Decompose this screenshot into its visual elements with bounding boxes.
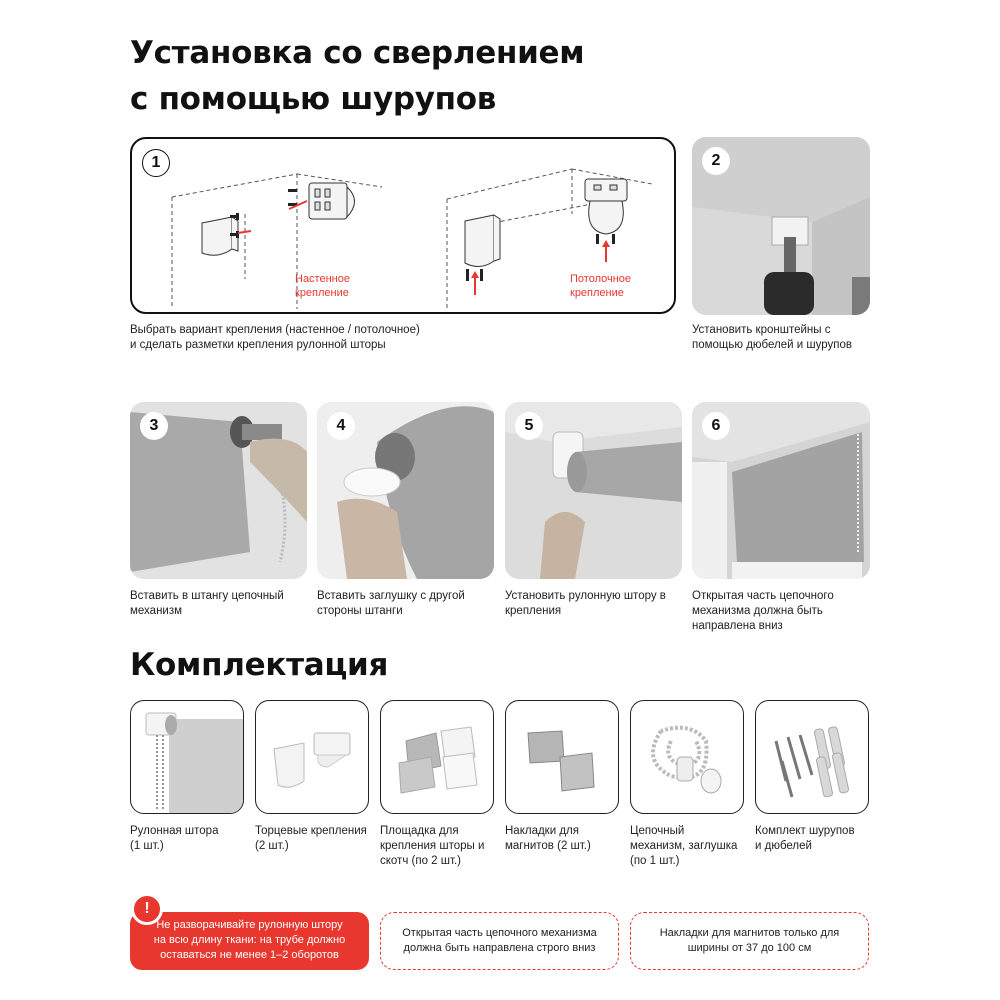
step-5-caption <box>505 589 666 619</box>
warning-red-box <box>130 912 369 970</box>
kit-item-mounting-pads <box>380 700 494 814</box>
kit-caption-1-line-1: Рулонная штора <box>130 825 219 837</box>
kit-caption-5-line-3: (по 1 шт.) <box>630 855 680 867</box>
kit-caption-6-line-1: Комплект шурупов <box>755 825 855 837</box>
step-2-caption-2: помощью дюбелей и шурупов <box>692 339 852 351</box>
kit-caption-3-line-1: Площадка для <box>380 825 459 837</box>
kit-caption-5-line-2: механизм, заглушка <box>630 840 738 852</box>
kit-caption-5-line-1: Цепочный <box>630 825 685 837</box>
step-3-number: 3 <box>140 412 168 440</box>
warning-red-line-2: на всю длину ткани: на трубе должно <box>153 934 346 946</box>
kit-caption-1-line-2: (1 шт.) <box>130 840 164 852</box>
step-3-caption-2: механизм <box>130 605 183 617</box>
kit-caption-2-line-2: (2 шт.) <box>255 840 289 852</box>
step-1-caption <box>130 323 420 353</box>
wall-bracket-icon <box>202 217 238 255</box>
kit-item-end-brackets <box>255 700 369 814</box>
kit-caption-4-line-2: магнитов (2 шт.) <box>505 840 591 852</box>
step-4-photo <box>317 402 494 579</box>
kit-item-chain-mechanism <box>630 700 744 814</box>
kit-caption-1 <box>130 824 218 854</box>
kit-item-magnet-plates <box>505 700 619 814</box>
page-title <box>130 30 584 122</box>
kit-title: Комплектация <box>130 647 389 683</box>
step-6-caption-3: направлена вниз <box>692 620 783 632</box>
kit-item-screws-dowels <box>755 700 869 814</box>
step-4-number: 4 <box>327 412 355 440</box>
ceiling-mount-label <box>570 272 631 300</box>
step-3-caption <box>130 589 284 619</box>
warning-red-line-1: Не разворачивайте рулонную штору <box>156 919 343 931</box>
step-6-caption <box>692 589 834 634</box>
kit-caption-2-line-1: Торцевые крепления <box>255 825 367 837</box>
warning-chain-line-1: Открытая часть цепочного механизма <box>402 927 597 939</box>
wall-mount-label <box>295 272 350 300</box>
ceiling-mount-label-1: Потолочное <box>570 273 632 285</box>
step-5-number: 5 <box>515 412 543 440</box>
warning-exclamation-icon <box>131 893 163 925</box>
title-line-1: Установка со сверлением <box>130 35 585 71</box>
kit-caption-3 <box>380 824 484 869</box>
warning-mark: ! <box>144 900 150 917</box>
step-6-photo <box>692 402 870 579</box>
step-4-caption-1: Вставить заглушку с другой <box>317 590 465 602</box>
title-line-2: с помощью шурупов <box>130 81 497 117</box>
mounting-pads-icon <box>381 701 493 813</box>
warning-magnet-width <box>630 912 869 970</box>
step-4-caption <box>317 589 465 619</box>
step-3-photo <box>130 402 307 579</box>
ceiling-bracket-icon <box>465 215 500 267</box>
magnet-plates-icon <box>506 701 618 813</box>
wall-mount-label-1: Настенное <box>295 273 350 285</box>
ceiling-bracket-detail-icon <box>585 179 627 234</box>
step-2-caption-1: Установить кронштейны с <box>692 324 831 336</box>
kit-caption-4-line-1: Накладки для <box>505 825 579 837</box>
step-5-photo <box>505 402 682 579</box>
wall-mount-label-2: крепление <box>295 287 349 299</box>
kit-caption-2 <box>255 824 367 854</box>
step-6-caption-2: механизма должна быть <box>692 605 823 617</box>
warning-red-line-3: оставаться не менее 1–2 оборотов <box>160 949 339 961</box>
screws-dowels-icon <box>756 701 868 813</box>
step-4-caption-2: стороны штанги <box>317 605 403 617</box>
step-1-number: 1 <box>142 149 170 177</box>
step-3-caption-1: Вставить в штангу цепочный <box>130 590 284 602</box>
step-2-caption <box>692 323 852 353</box>
ceiling-mount-label-2: крепление <box>570 287 624 299</box>
warning-magnet-line-1: Накладки для магнитов только для <box>659 927 840 939</box>
wall-bracket-detail-icon <box>309 183 355 219</box>
kit-caption-6 <box>755 824 855 854</box>
chain-mechanism-icon <box>631 701 743 813</box>
warning-chain-direction <box>380 912 619 970</box>
kit-caption-6-line-2: и дюбелей <box>755 840 812 852</box>
roller-blind-icon <box>131 701 243 813</box>
step-2-photo <box>692 137 870 315</box>
kit-caption-3-line-2: крепления шторы и <box>380 840 485 852</box>
step-6-number: 6 <box>702 412 730 440</box>
end-brackets-icon <box>256 701 368 813</box>
warning-chain-line-2: должна быть направлена строго вниз <box>403 942 596 954</box>
step-2-number: 2 <box>702 147 730 175</box>
kit-caption-4 <box>505 824 591 854</box>
kit-caption-3-line-3: скотч (по 2 шт.) <box>380 855 461 867</box>
step-5-caption-1: Установить рулонную штору в <box>505 590 666 602</box>
warning-magnet-line-2: ширины от 37 до 100 см <box>687 942 812 954</box>
step-6-caption-1: Открытая часть цепочного <box>692 590 834 602</box>
kit-item-roller-blind <box>130 700 244 814</box>
kit-caption-5 <box>630 824 737 869</box>
step-1-caption-1: Выбрать вариант крепления (настенное / потолочное) <box>130 324 420 336</box>
step-1-diagram <box>130 137 676 314</box>
step-1-caption-2: и сделать разметки крепления рулонной шторы <box>130 339 386 351</box>
step-5-caption-2: крепления <box>505 605 562 617</box>
